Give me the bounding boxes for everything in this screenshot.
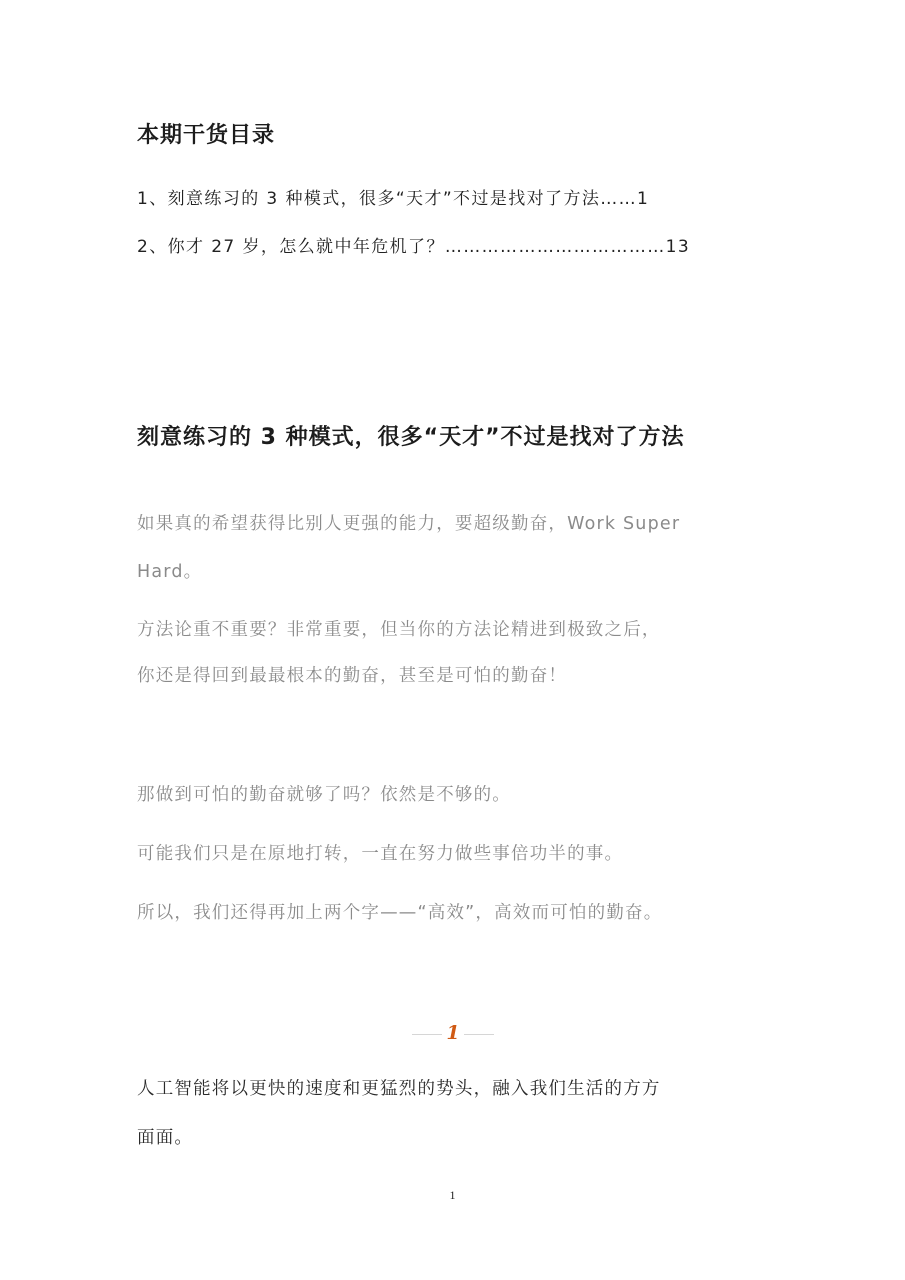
paragraph-line: 所以，我们还得再加上两个字——“高效”，高效而可怕的勤奋。 [137, 903, 663, 923]
toc-item[interactable]: 2、你才 27 岁，怎么就中年危机了？………………………………13 [137, 237, 691, 257]
divider-left [412, 1034, 442, 1035]
article-title: 刻意练习的 3 种模式，很多“天才”不过是找对了方法 [137, 425, 685, 450]
paragraph-line: 那做到可怕的勤奋就够了吗？依然是不够的。 [137, 785, 511, 805]
section-marker [0, 1022, 905, 1046]
paragraph-line: Hard。 [137, 562, 203, 582]
paragraph-line: 方法论重不重要？非常重要，但当你的方法论精进到极致之后， [137, 620, 661, 640]
paragraph-line: 面面。 [137, 1128, 194, 1148]
toc-title: 本期干货目录 [137, 123, 276, 148]
toc-item[interactable]: 1、刻意练习的 3 种模式，很多“天才”不过是找对了方法……1 [137, 189, 650, 209]
paragraph-line: 可能我们只是在原地打转，一直在努力做些事倍功半的事。 [137, 844, 624, 864]
paragraph-line: 如果真的希望获得比别人更强的能力，要超级勤奋，Work Super [137, 514, 681, 534]
paragraph-line: 人工智能将以更快的速度和更猛烈的势头，融入我们生活的方方 [137, 1079, 661, 1099]
section-number: 1 [446, 1022, 460, 1044]
paragraph-line: 你还是得回到最最根本的勤奋，甚至是可怕的勤奋！ [137, 666, 568, 686]
page-number: 1 [449, 1188, 456, 1202]
divider-right [464, 1034, 494, 1035]
